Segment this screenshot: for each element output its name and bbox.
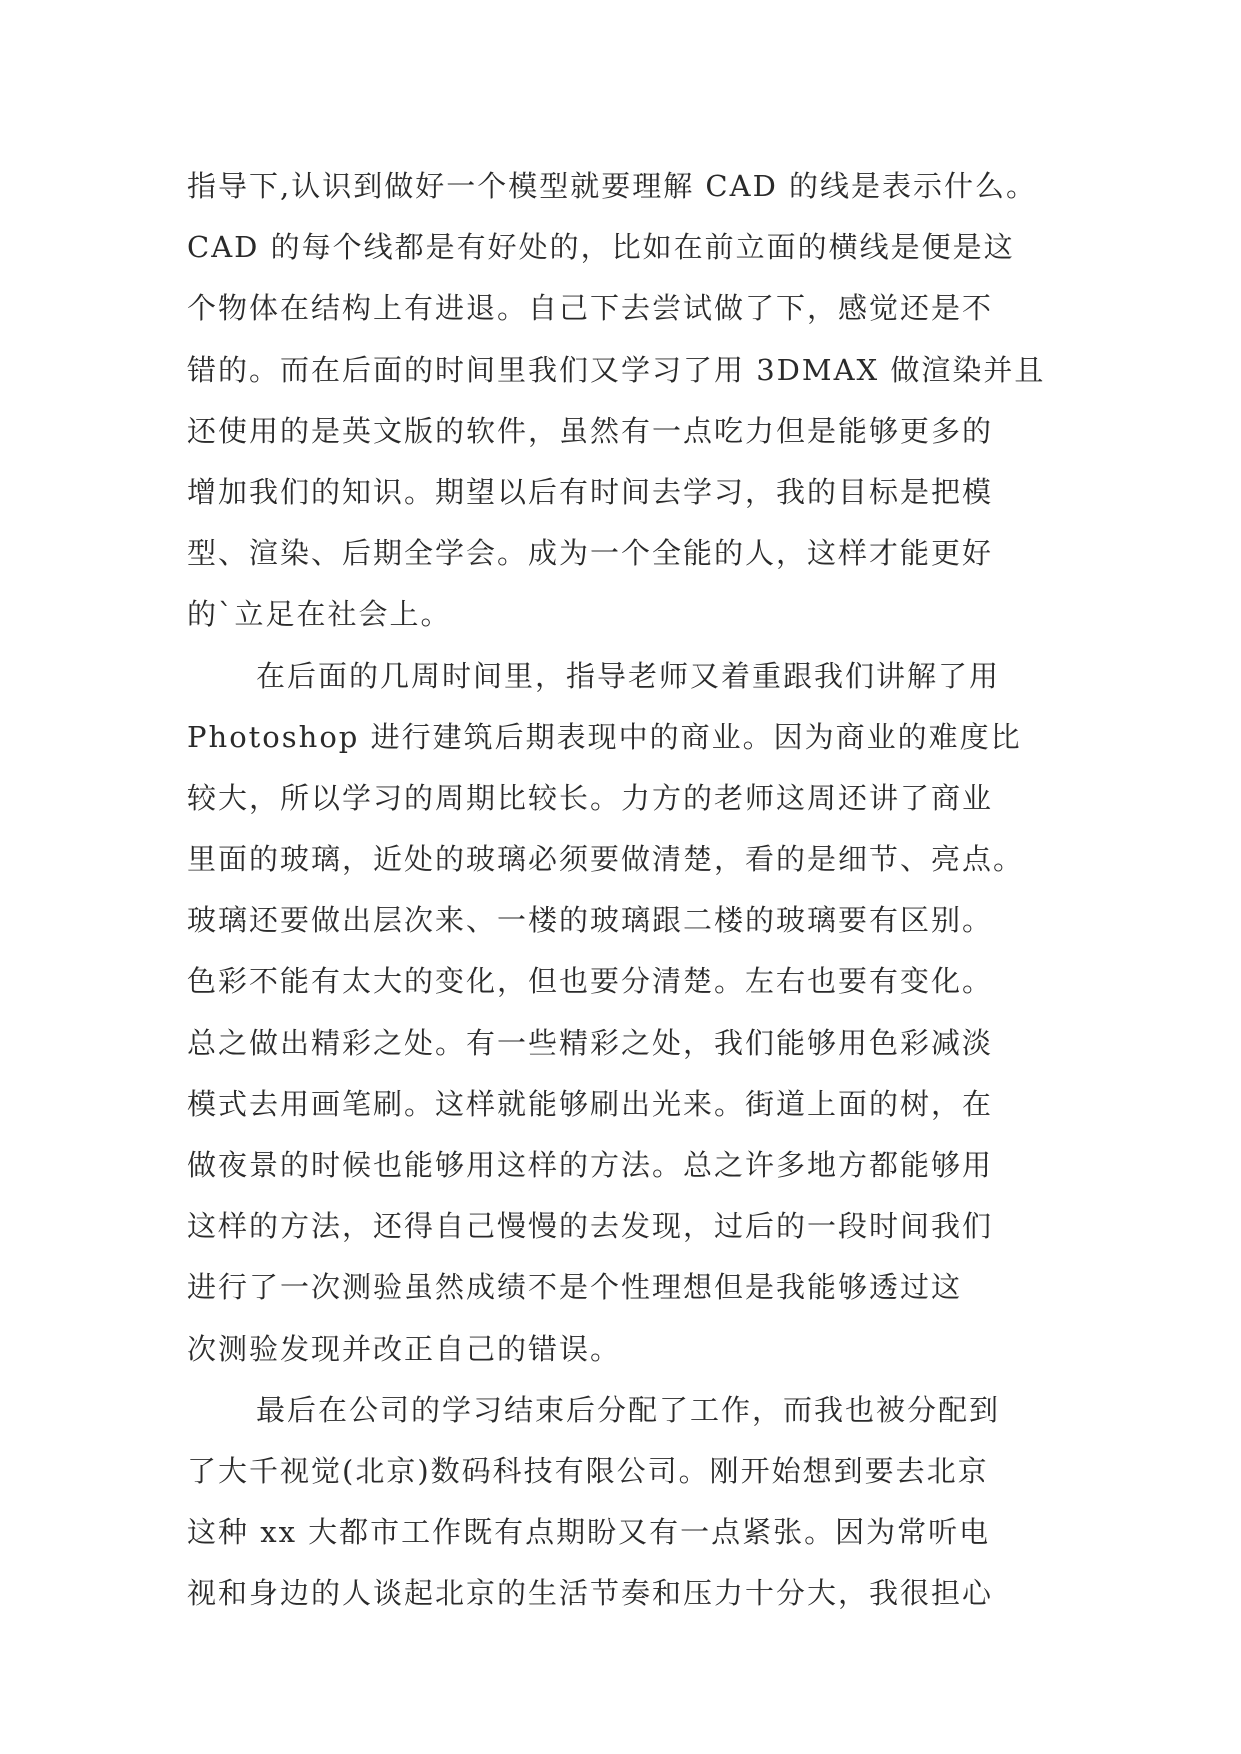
text-line: 这种 xx 大都市工作既有点期盼又有一点紧张。因为常听电 xyxy=(187,1515,991,1550)
text-line: 还使用的是英文版的软件，虽然有一点吃力但是能够更多的 xyxy=(187,413,994,448)
paragraph-start-line: 在后面的几周时间里，指导老师又着重跟我们讲解了用 xyxy=(256,658,1001,693)
paragraph-start-line: 最后在公司的学习结束后分配了工作，而我也被分配到 xyxy=(256,1392,1001,1427)
text-line: CAD 的每个线都是有好处的，比如在前立面的横线是便是这 xyxy=(187,230,1015,265)
text-line: 较大，所以学习的周期比较长。力方的老师这周还讲了商业 xyxy=(187,780,994,815)
text-line: 进行了一次测验虽然成绩不是个性理想但是我能够透过这 xyxy=(187,1270,963,1305)
text-line: 色彩不能有太大的变化，但也要分清楚。左右也要有变化。 xyxy=(187,964,994,999)
text-line: 做夜景的时候也能够用这样的方法。总之许多地方都能够用 xyxy=(187,1148,994,1182)
text-line: 次测验发现并改正自己的错误。 xyxy=(187,1331,622,1366)
text-line: 型、渲染、后期全学会。成为一个全能的人，这样才能更好 xyxy=(187,536,994,571)
text-line: 玻璃还要做出层次来、一楼的玻璃跟二楼的玻璃要有区别。 xyxy=(187,903,994,938)
text-line: 模式去用画笔刷。这样就能够刷出光来。街道上面的树，在 xyxy=(187,1086,994,1121)
text-line: 个物体在结构上有进退。自己下去尝试做了下，感觉还是不 xyxy=(187,291,994,326)
text-line: 增加我们的知识。期望以后有时间去学习，我的目标是把模 xyxy=(187,474,994,509)
text-line: 了大千视觉(北京)数码科技有限公司。刚开始想到要去北京 xyxy=(187,1453,989,1488)
text-line: 指导下,认识到做好一个模型就要理解 CAD 的线是表示什么。 xyxy=(187,169,1038,203)
text-line: 里面的玻璃，近处的玻璃必须要做清楚，看的是细节、亮点。 xyxy=(187,842,1025,877)
text-line: 视和身边的人谈起北京的生活节奏和压力十分大，我很担心 xyxy=(187,1576,994,1611)
text-line: 错的。而在后面的时间里我们又学习了用 3DMAX 做渲染并且 xyxy=(187,352,1046,387)
body-text xyxy=(187,156,1067,1625)
text-line: 这样的方法，还得自己慢慢的去发现，过后的一段时间我们 xyxy=(187,1209,994,1244)
text-line: Photoshop 进行建筑后期表现中的商业。因为商业的难度比 xyxy=(187,719,1022,754)
text-line: 总之做出精彩之处。有一些精彩之处，我们能够用色彩减淡 xyxy=(187,1025,994,1060)
text-line: 的`立足在社会上。 xyxy=(187,597,452,632)
